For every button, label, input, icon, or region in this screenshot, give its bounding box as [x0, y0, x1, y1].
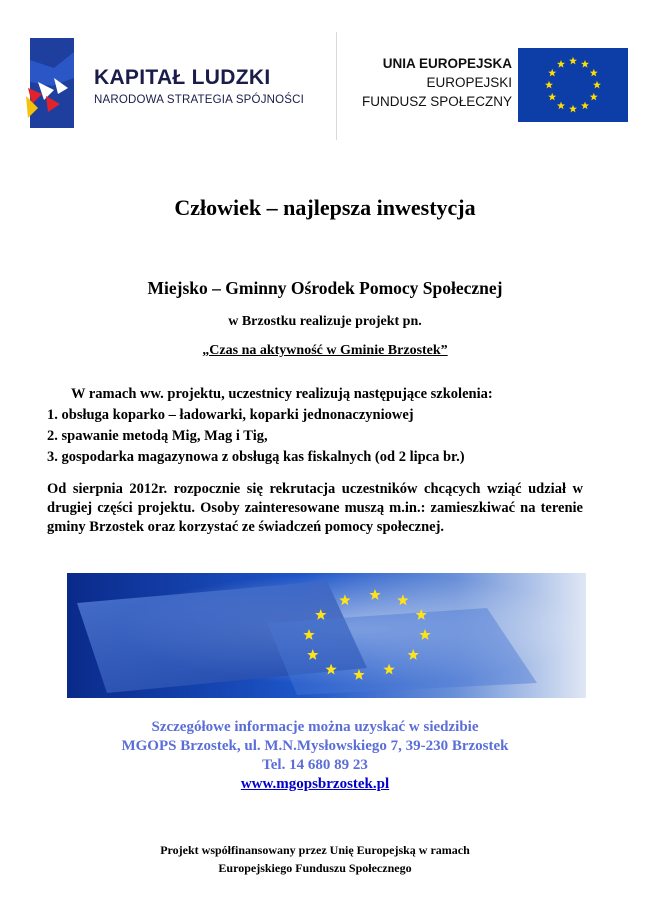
project-name: „Czas na aktywność w Gminie Brzostek” — [202, 343, 448, 358]
training-item: 1. obsługa koparko – ładowarki, koparki jednonaczyniowej — [47, 407, 414, 423]
training-item: 3. gospodarka magazynowa z obsługą kas fiskalnych (od 2 lipca br.) — [47, 449, 465, 465]
recruitment-paragraph: Od sierpnia 2012r. rozpocznie się rekrutacja uczestników chcących wziąć udział w drugiej części projektu. Osoby zainteresowane muszą m.in.: zamieszkiwać na terenie gminy Brzostek oraz korzystać ze świadczeń pomocy społecznej. — [47, 481, 583, 535]
realizes-line: w Brzostku realizuje projekt pn. — [228, 314, 422, 329]
contact-phone: Tel. 14 680 89 23 — [262, 757, 368, 773]
eu-logo-line1: UNIA EUROPEJSKA — [382, 56, 512, 71]
page-title: Człowiek – najlepsza inwestycja — [174, 195, 476, 220]
organization-name: Miejsko – Gminny Ośrodek Pomocy Społecznej — [147, 278, 503, 298]
kapital-ludzki-logo — [24, 38, 314, 133]
footer-line1: Projekt współfinansowany przez Unię Europejską w ramach — [160, 843, 470, 857]
eu-flag-icon — [518, 48, 628, 122]
eu-logo — [336, 32, 636, 140]
eu-logo-line3: FUNDUSZ SPOŁECZNY — [361, 94, 512, 109]
eu-stars-banner-image — [67, 573, 586, 698]
eu-logo-text — [362, 54, 512, 111]
training-section — [47, 384, 607, 468]
training-list — [47, 405, 607, 468]
training-item: 2. spawanie metodą Mig, Mag i Tig, — [47, 428, 268, 444]
logo-divider — [336, 32, 337, 140]
website-link[interactable]: www.mgopsbrzostek.pl — [240, 776, 390, 792]
kapital-ludzki-subtitle: NARODOWA STRATEGIA SPÓJNOŚCI — [94, 94, 305, 106]
kapital-ludzki-title: KAPITAŁ LUDZKI — [94, 66, 271, 89]
contact-address: MGOPS Brzostek, ul. M.N.Mysłowskiego 7, 39-230 Brzostek — [121, 738, 509, 754]
footer-line2: Europejskiego Funduszu Społecznego — [218, 861, 412, 875]
contact-info — [0, 718, 630, 794]
footer-note — [0, 841, 630, 877]
training-intro: W ramach ww. projektu, uczestnicy realizują następujące szkolenia: — [71, 386, 493, 402]
eu-logo-line2: EUROPEJSKI — [426, 75, 512, 90]
kapital-ludzki-emblem-icon — [24, 38, 80, 128]
contact-line1: Szczegółowe informacje można uzyskać w siedzibie — [151, 719, 479, 735]
